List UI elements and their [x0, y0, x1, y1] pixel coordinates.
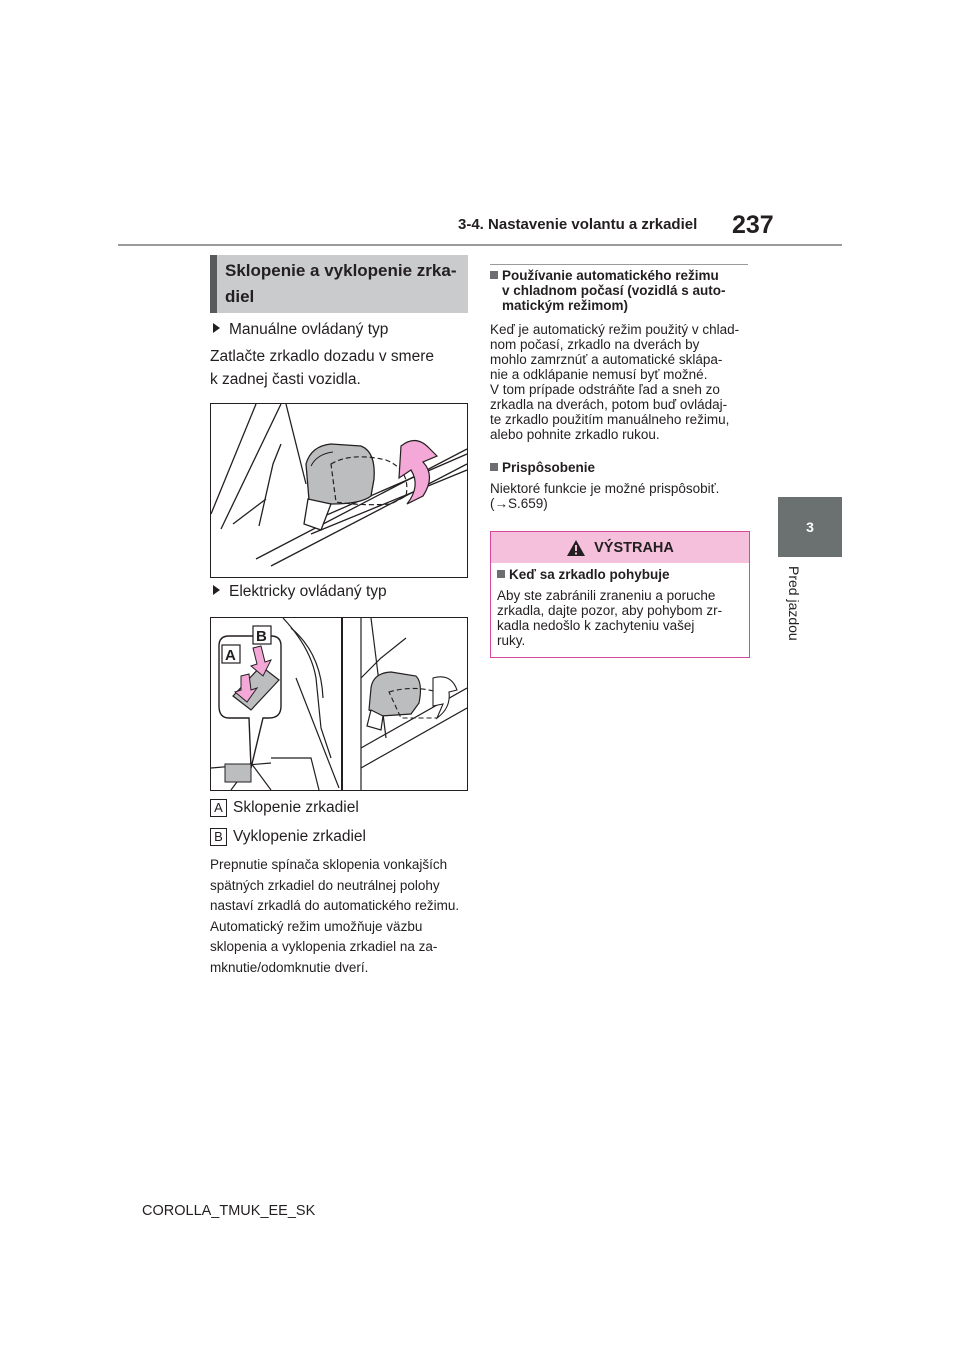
section-heading-bar [210, 255, 217, 313]
callout-b: B [256, 628, 267, 645]
document-code: COROLLA_TMUK_EE_SK [142, 1203, 316, 1219]
warning-heading: Keď sa zrkadlo pohybuje [497, 567, 670, 582]
chapter-number: 3 [806, 519, 814, 535]
right-column-rule [490, 264, 748, 265]
triangle-bullet-icon [213, 323, 220, 333]
warning-header [491, 532, 749, 563]
section-heading [210, 255, 468, 313]
para-line-5: sklopenia a vyklopenia zrkadiel na za- [210, 939, 438, 954]
running-header-title: 3-4. Nastavenie volantu a zrkadiel [458, 216, 698, 233]
chapter-title-vertical [782, 566, 804, 656]
header-rule [118, 244, 842, 246]
manual-mirror-drawing [211, 404, 467, 577]
callout-a: A [225, 647, 236, 664]
label-b-box: B [210, 828, 227, 846]
label-a-box: A [210, 799, 227, 817]
label-a-text: Sklopenie zrkadiel [233, 799, 359, 816]
customization-page-link[interactable]: (→S.659) [490, 496, 548, 511]
electric-mirror-illustration [210, 617, 468, 791]
manual-line-1: Zatlačte zrkadlo dozadu v smere [210, 348, 434, 365]
customization-text: Niektoré funkcie je možné prispôsobiť. (→S.659) [490, 481, 752, 511]
auto-mode-heading: Používanie automatického režimu v chladnom počasí (vozidlá s auto- matickým režimom) [490, 268, 752, 313]
label-b-row [210, 826, 366, 848]
chapter-title: Pred jazdou [786, 566, 802, 641]
warning-title: VÝSTRAHA [594, 539, 674, 556]
manual-line-2: k zadnej časti vozidla. [210, 371, 361, 388]
para-line-4: Automatický režim umožňuje väzbu [210, 918, 423, 934]
electric-mirror-drawing [211, 618, 467, 790]
auto-mode-paragraph [210, 855, 472, 978]
square-bullet-icon [490, 271, 498, 279]
para-line-3: nastaví zrkadlá do automatického režimu. [210, 898, 460, 913]
chapter-tab[interactable] [778, 497, 842, 557]
auto-mode-text: Keď je automatický režim použitý v chlad- nom počasí, zrkadlo na dverách by mohlo zamrznúť a automatické sklápa- nie a odklápanie nemusí byť možné. V tom prípade odstráňte ľad a sneh zo zrkadla na dverách, potom buď ovládaj- te zrkadlo použitím manuálneho režimu, alebo pohnite zrkadlo rukou. [490, 322, 740, 442]
manual-mirror-illustration [210, 403, 468, 578]
manual-subtitle: Manuálne ovládaný typ [213, 319, 388, 341]
section-heading-line-1: Sklopenie a vyklopenie zrka- [225, 261, 457, 280]
warning-box [490, 531, 750, 658]
electric-subtitle: Elektricky ovládaný typ [213, 581, 387, 603]
square-bullet-icon [490, 463, 498, 471]
para-line-6: mknutie/odomknutie dverí. [210, 959, 369, 975]
triangle-bullet-icon [213, 585, 220, 595]
para-line-2: spätných zrkadiel do neutrálnej polohy [210, 877, 440, 893]
square-bullet-icon [497, 570, 505, 578]
label-a-row [210, 797, 359, 819]
para-line-1: Prepnutie spínača sklopenia vonkajších [210, 857, 448, 872]
warning-text: Aby ste zabránili zraneniu a poruche zrkadla, dajte pozor, aby pohybom zr- kadla nedošlo k zachyteniu vašej ruky. [497, 588, 723, 648]
warning-triangle-icon [566, 539, 586, 557]
customization-heading: Prispôsobenie [490, 460, 595, 475]
section-heading-line-2: diel [225, 287, 255, 306]
page-number: 237 [732, 211, 774, 239]
label-b-text: Vyklopenie zrkadiel [233, 828, 366, 845]
